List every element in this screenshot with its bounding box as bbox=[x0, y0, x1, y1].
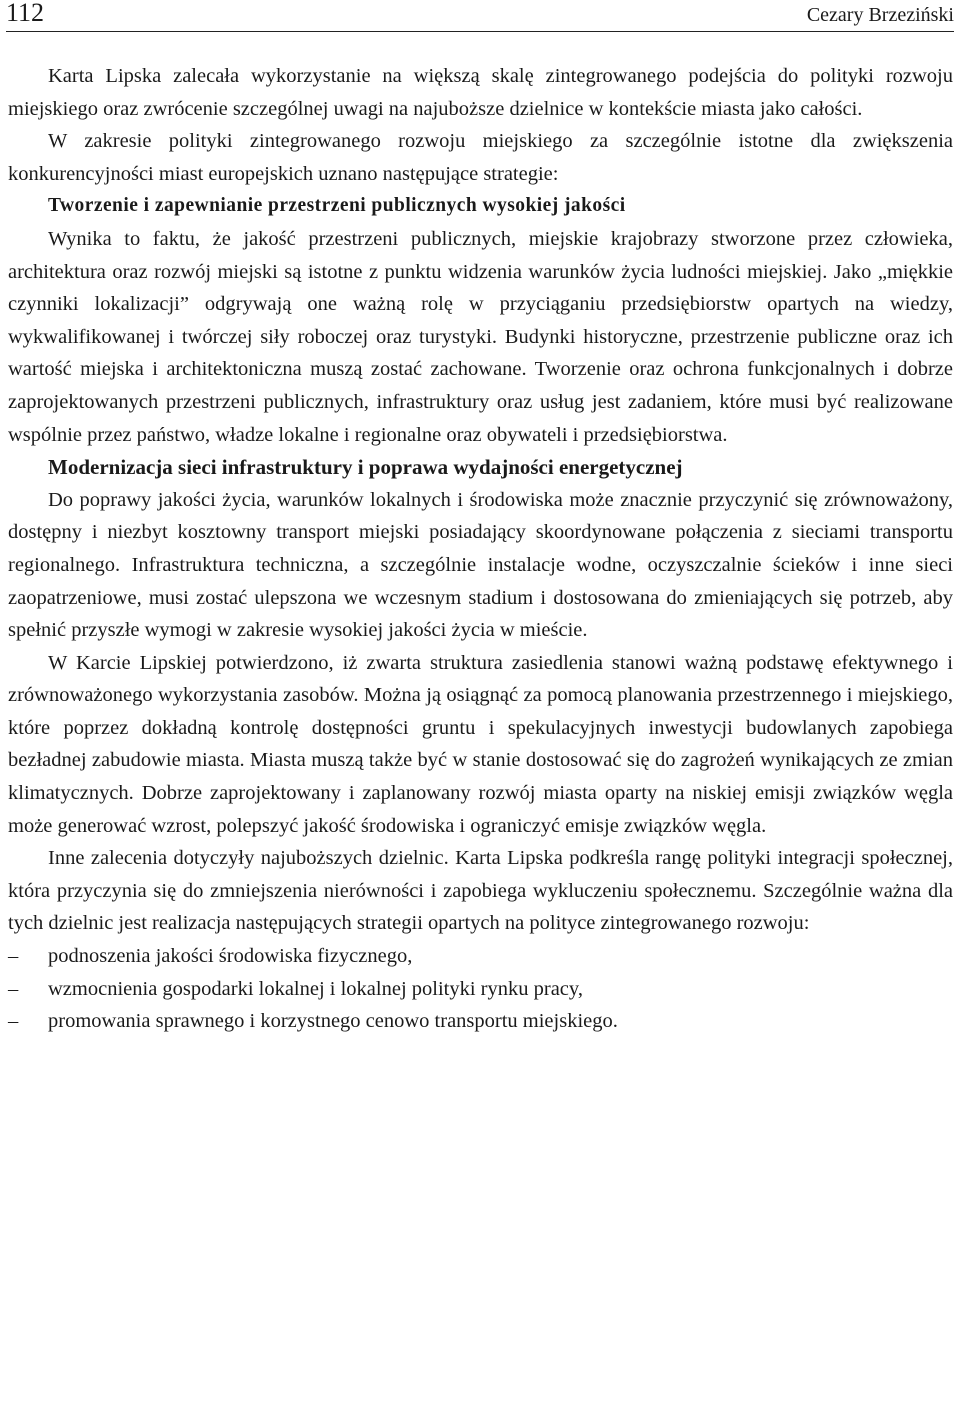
running-head-author: Cezary Brzeziński bbox=[806, 4, 954, 26]
list-item bbox=[8, 1005, 953, 1038]
paragraph: Wynika to faktu, że jakość przestrzeni publicznych, miejskie krajobrazy stworzone przez człowieka, architektura oraz rozwój miejski są istotne z punktu widzenia warunków życia ludności miejskiej. Jako „miękkie czynniki lokalizacji” odgrywają one ważną rolę w przyciąganiu przedsiębiorstw opartych na wiedzy, wykwalifikowanej i twórczej siły roboczej oraz turystyki. Budynki historyczne, przestrzenie publiczne oraz ich wartość miejska i architektoniczna muszą zostać zachowane. Tworzenie oraz ochrona funkcjonalnych i dobrze zaprojektowanych przestrzeni publicznych, infrastruktury oraz usług jest zadaniem, które musi być realizowane wspólnie przez państwo, władze lokalne i regionalne oraz obywateli i przedsiębiorstwa. bbox=[8, 227, 953, 446]
paragraph: Inne zalecenia dotyczyły najuboższych dzielnic. Karta Lipska podkreśla rangę polityki integracji społecznej, która przyczynia się do zmniejszenia nierówności i zapobiega wykluczeniu społecznemu. Szczególnie ważna dla tych dzielnic jest realizacja następujących strategii opartych na polityce zintegrowanego rozwoju: bbox=[8, 847, 953, 935]
list-item-text: podnoszenia jakości środowiska fizycznego, bbox=[48, 945, 413, 968]
list-item bbox=[8, 973, 953, 1006]
paragraph: W Karcie Lipskiej potwierdzono, iż zwarta struktura zasiedlenia stanowi ważną podstawę efektywnego i zrównoważonego wykorzystania zasobów. Można ją osiągnąć za pomocą planowania przestrzennego i miejskiego, które poprzez dokładną kontrolę dostępności gruntu i spekulacyjnych inwestycji budowlanych zapobiega bezładnej zabudowie miasta. Miasta muszą także być w stanie dostosować się do zagrożeń wynikających ze zmian klimatycznych. Dobrze zaprojektowany i zaplanowany rozwój miasta oparty na niskiej emisji związków węgla może generować wzrost, polepszyć jakość środowiska i ograniczyć emisje związków węgla. bbox=[8, 651, 953, 837]
strategy-list bbox=[8, 940, 953, 1038]
list-item-text: promowania sprawnego i korzystnego cenowo transportu miejskiego. bbox=[48, 1010, 618, 1033]
dash-bullet: – bbox=[8, 977, 19, 1000]
list-item-text: wzmocnienia gospodarki lokalnej i lokalnej polityki rynku pracy, bbox=[48, 977, 583, 1000]
dash-bullet: – bbox=[8, 1010, 19, 1033]
page-header bbox=[6, 0, 954, 32]
page-body bbox=[8, 60, 953, 1038]
paragraph: W zakresie polityki zintegrowanego rozwoju miejskiego za szczególnie istotne dla zwiększenia konkurencyjności miast europejskich uznano następujące strategie: bbox=[8, 130, 953, 185]
paragraph: Do poprawy jakości życia, warunków lokalnych i środowiska może znacznie przyczynić się zrównoważony, dostępny i niezbyt kosztowny transport miejski posiadający skoordynowane połączenia z sieciami transportu regionalnego. Infrastruktura techniczna, a szczególnie instalacje wodne, oczyszczalnie ścieków i inne sieci zaopatrzeniowe, musi zostać ulepszona we wczesnym stadium i dostosowana do zmieniających się potrzeb, aby spełnić przyszłe wymogi w zakresie wysokiej jakości życia w mieście. bbox=[8, 488, 953, 642]
dash-bullet: – bbox=[8, 945, 19, 968]
section-heading: Modernizacja sieci infrastruktury i poprawa wydajności energetycznej bbox=[48, 455, 683, 480]
list-item bbox=[8, 940, 953, 973]
paragraph: Karta Lipska zalecała wykorzystanie na większą skalę zintegrowanego podejścia do polityki rozwoju miejskiego oraz zwrócenie szczególnej uwagi na najuboższe dzielnice w kontekście miasta jako całości. bbox=[8, 65, 953, 120]
page-number: 112 bbox=[6, 0, 45, 27]
section-heading: Tworzenie i zapewnianie przestrzeni publicznych wysokiej jakości bbox=[48, 195, 626, 217]
